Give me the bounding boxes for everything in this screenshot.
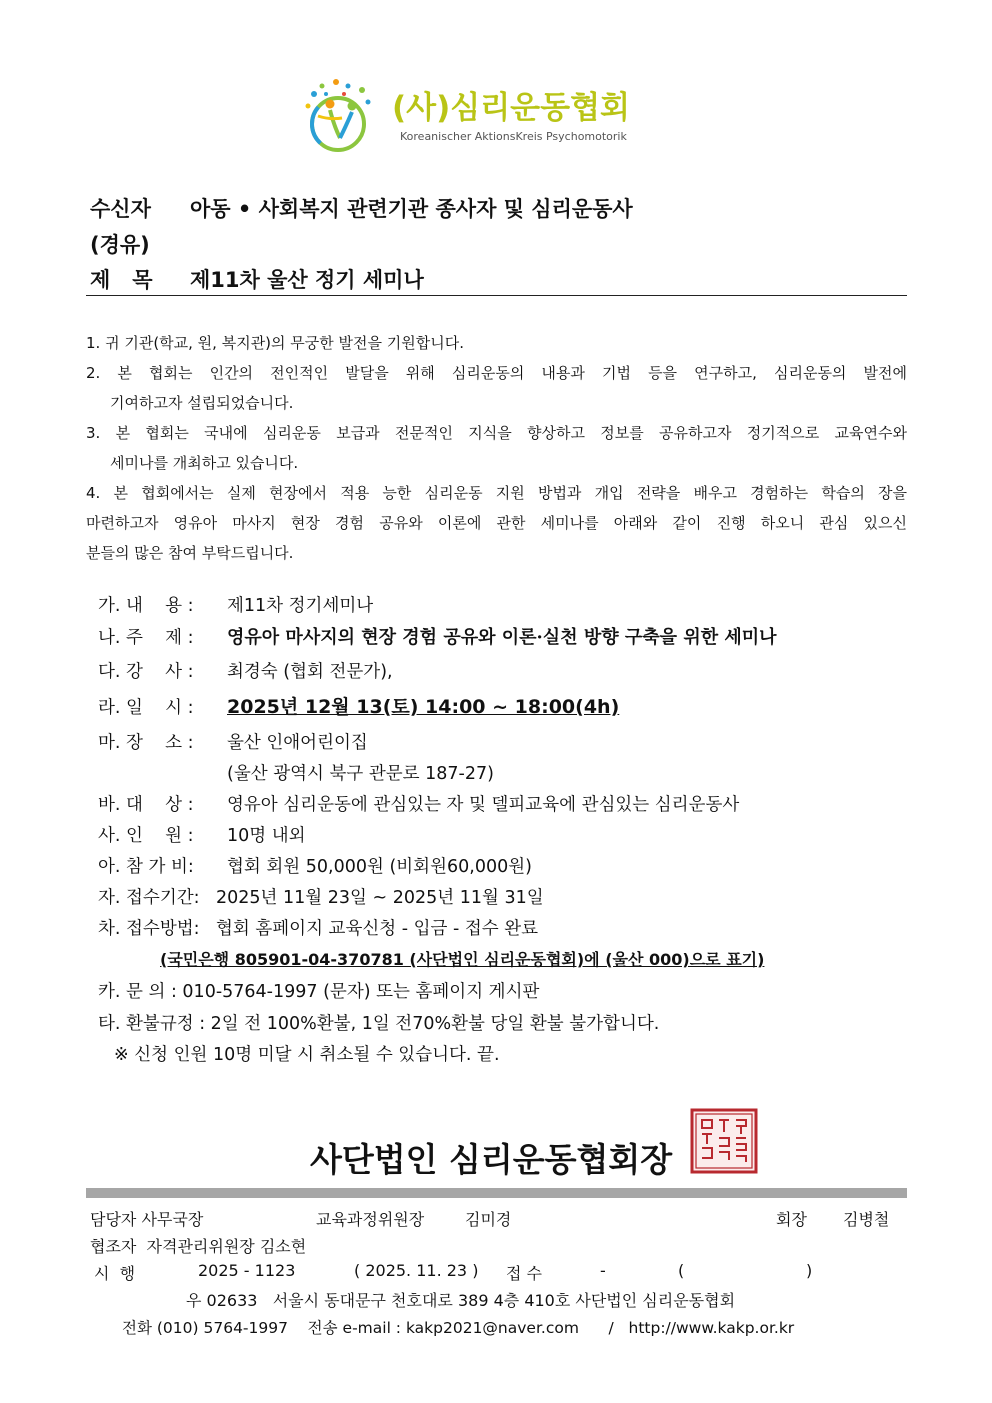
logo-name: (사)심리운동협회 [392,90,630,126]
via-label: (경유) [90,233,150,257]
footer-enforce-date: ( 2025. 11. 23 ) [354,1261,479,1280]
refund-line: 타. 환불규정 : 2일 전 100%환불, 1일 전70%환불 당일 환불 불가합니다. [98,1014,660,1034]
period-label: 자. 접수기간: [98,888,200,908]
footer-president-name: 김병철 [843,1210,890,1229]
content-label: 가. 내 용 : [98,596,194,616]
paragraph-4-line-1: 4. 본 협회에서는 실제 현장에서 적용 능한 심리운동 지원 방법과 개입 전략을 배우고 경험하는 학습의 장을 [86,484,907,502]
datetime-value: 2025년 12월 13(토) 14:00 ~ 18:00(4h) [227,696,620,718]
logo-mark-icon [300,76,384,156]
footer-committee: 교육과정위원장 [316,1210,425,1229]
logo-subtitle: Koreanischer AktionsKreis Psychomotorik [400,130,627,143]
paragraph-2-line-1: 2. 본 협회는 인간의 전인적인 발달을 위해 심리운동의 내용과 기법 등을 연구하고, 심리운동의 발전에 [86,364,907,382]
paragraph-3-line-2: 세미나를 개최하고 있습니다. [110,454,299,472]
header-divider [86,295,907,296]
paragraph-3-line-1: 3. 본 협회는 국내에 심리운동 보급과 전문적인 지식을 향상하고 정보를 공유하고자 정기적으로 교육연수와 [86,424,907,442]
footer-manager: 담당자 사무국장 [90,1210,204,1229]
recipient-label: 수신자 [90,197,151,221]
paragraph-4-line-2: 마련하고자 영유아 마사지 현장 경험 공유와 이론에 관한 세미나를 아래와 같이 진행 하오니 관심 있으신 [86,514,907,532]
venue-label: 마. 장 소 : [98,733,194,753]
footer-contact: 전화 (010) 5764-1997 전송 e-mail : kakp2021@naver.com / http://www.kakp.or.kr [122,1319,795,1337]
footer-divider-bar [86,1188,907,1198]
cancellation-note: ※ 신청 인원 10명 미달 시 취소될 수 있습니다. 끝. [114,1045,500,1065]
subject-label: 제 목 [90,268,153,292]
content-value: 제11차 정기세미나 [227,596,374,616]
lecturer-label: 다. 강 사 : [98,662,194,682]
footer-president-label: 회장 [776,1210,807,1229]
period-value: 2025년 11월 23일 ~ 2025년 11월 31일 [216,888,544,908]
venue-value: 울산 인애어린이집 [227,733,368,753]
association-logo [300,76,640,156]
signature-title: 사단법인 심리운동협회장 [310,1140,673,1179]
footer-receipt-dash: - [600,1261,606,1280]
target-value: 영유아 심리운동에 관심있는 자 및 델피교육에 관심있는 심리운동사 [227,795,740,815]
bank-account: (국민은행 805901-04-370781 (사단법인 심리운동협회)에 (울산 000)으로 표기) [160,950,765,969]
footer-address: 우 02633 서울시 동대문구 천호대로 389 4층 410호 사단법인 심리운동협회 [186,1291,736,1310]
fee-label: 아. 참 가 비: [98,857,194,877]
topic-label: 나. 주 제 : [98,628,194,648]
footer-enforce-label: 시 행 [94,1264,136,1283]
subject-value: 제11차 울산 정기 세미나 [190,268,424,292]
method-value: 협회 홈페이지 교육신청 - 입금 - 접수 완료 [216,919,539,939]
official-seal-icon [690,1108,758,1174]
lecturer-value: 최경숙 (협회 전문가), [227,662,393,682]
recipient-value: 아동 • 사회복지 관련기관 종사자 및 심리운동사 [190,197,633,221]
capacity-label: 사. 인 원 : [98,826,194,846]
paragraph-2-line-2: 기여하고자 설립되었습니다. [110,394,294,412]
footer-receipt-paren-close: ) [806,1261,813,1280]
venue-address: (울산 광역시 북구 관문로 187-27) [227,764,494,784]
fee-value: 협회 회원 50,000원 (비회원60,000원) [227,857,532,877]
datetime-label: 라. 일 시 : [98,698,194,718]
method-label: 차. 접수방법: [98,919,200,939]
footer-receipt-label: 접 수 [506,1264,542,1283]
footer-receipt-paren-open: ( [678,1261,685,1280]
topic-value: 영유아 마사지의 현장 경험 공유와 이론·실천 방향 구축을 위한 세미나 [227,627,777,648]
target-label: 바. 대 상 : [98,795,194,815]
inquiry-line: 카. 문 의 : 010-5764-1997 (문자) 또는 홈페이지 게시판 [98,982,540,1002]
capacity-value: 10명 내외 [227,826,306,846]
footer-committee-name: 김미경 [465,1210,512,1229]
footer-enforce-no: 2025 - 1123 [198,1261,296,1280]
footer-cooperator: 협조자 자격관리위원장 김소현 [90,1237,307,1256]
paragraph-4-line-3: 분들의 많은 참여 부탁드립니다. [86,544,294,562]
paragraph-1: 1. 귀 기관(학교, 원, 복지관)의 무궁한 발전을 기원합니다. [86,334,464,352]
